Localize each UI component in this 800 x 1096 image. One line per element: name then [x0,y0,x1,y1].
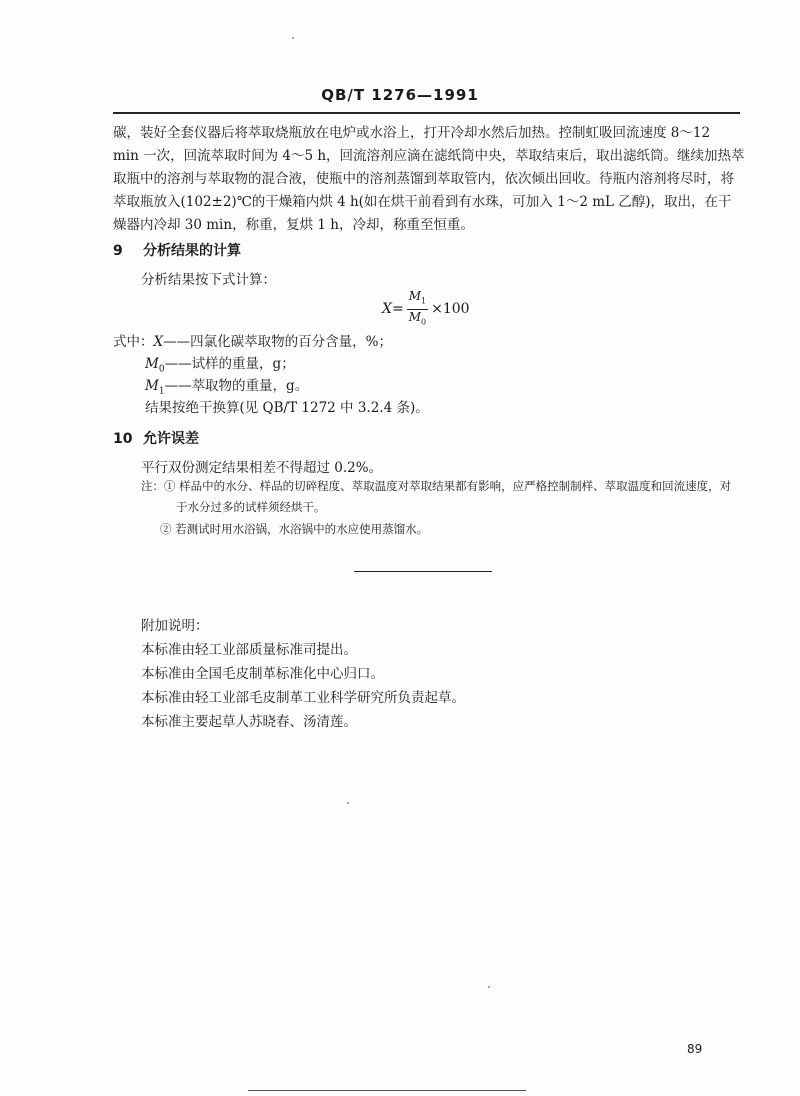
appendix-line: 本标准主要起草人苏晓春、汤清莲。 [141,714,357,730]
intro-paragraph [113,122,745,237]
scan-speck [292,37,294,39]
section-9-heading [113,240,241,260]
appendix-line: 本标准由全国毛皮制革标准化中心归口。 [141,666,384,682]
note-line-1 [141,478,731,494]
scan-speck [488,986,490,988]
note-text: ① 样品中的水分、样品的切碎程度、萃取温度对萃取结果都有影响，应严格控制制样、萃取温度和回流速度，对 [164,479,732,493]
intro-line: 取瓶中的溶剂与萃取物的混合液，使瓶中的溶剂蒸馏到萃取管内，依次倾出回收。待瓶内溶剂将尽时，将 [113,171,734,187]
definition-text: ——四氯化碳萃取物的百分含量，%； [163,334,392,350]
formula-denominator: $M_0$ [408,309,427,326]
definition-text: ——试样的重量，g； [164,356,295,372]
scan-speck [347,802,349,804]
section-end-rule [354,571,492,572]
definition-subscript: 1 [158,386,165,397]
formula-lhs: X [382,301,392,317]
note-label: 注： [141,479,164,493]
page-number: 89 [687,1042,703,1056]
section-number: 9 [113,243,123,259]
calc-formula [382,291,470,327]
intro-line: 萃取瓶放入(102±2)℃的干燥箱内烘 4 h(如在烘干前看到有水珠，可加入 1～2 mL 乙醇)，取出，在干 [113,194,732,210]
definition-m1 [145,374,308,397]
formula-fraction [407,289,428,329]
calc-intro: 分析结果按下式计算： [141,272,276,288]
section-number: 10 [113,431,133,447]
appendix-line: 本标准由轻工业部质量标准司提出。 [141,642,357,658]
formula-equals: = [391,301,404,317]
definition-symbol: M [145,378,159,394]
appendix-line: 本标准由轻工业部毛皮制革工业科学研究所负责起草。 [141,690,465,706]
formula-numerator: $M_1$ [407,289,428,309]
note-line-2: 于水分过多的试样须经烘干。 [176,500,326,514]
definition-x [113,330,392,350]
header-rule [113,112,740,114]
section-10-heading [113,428,199,448]
standard-code-header: QB/T 1276—1991 [321,86,479,104]
intro-line: 燥器内冷却 30 min，称重，复烘 1 h，冷却，称重至恒重。 [113,217,474,233]
dry-basis-note: 结果按绝干换算(见 QB/T 1272 中 3.2.4 条)。 [145,400,429,416]
appendix-title: 附加说明： [141,618,209,634]
section-title: 分析结果的计算 [143,243,241,259]
section-title: 允许误差 [143,431,199,447]
note-line-3: ② 若测试时用水浴锅，水浴锅中的水应使用蒸馏水。 [160,522,429,536]
definition-text: ——萃取物的重量，g。 [164,378,309,394]
tolerance-text: 平行双份测定结果相差不得超过 0.2%。 [141,460,383,476]
definition-subscript: 0 [158,364,165,375]
definition-symbol: X [153,334,164,350]
definition-symbol: M [145,356,159,372]
where-label: 式中： [113,334,154,350]
scan-edge-rule [248,1090,526,1091]
formula-times: ×100 [431,301,470,317]
intro-line: 碳，装好全套仪器后将萃取烧瓶放在电炉或水浴上，打开冷却水然后加热。控制虹吸回流速度 8～12 [113,125,711,141]
intro-line: min 一次，回流萃取时间为 4～5 h，回流溶剂应滴在滤纸筒中央，萃取结束后，取出滤纸筒。继续加热萃 [113,148,745,164]
definition-m0 [145,352,295,375]
